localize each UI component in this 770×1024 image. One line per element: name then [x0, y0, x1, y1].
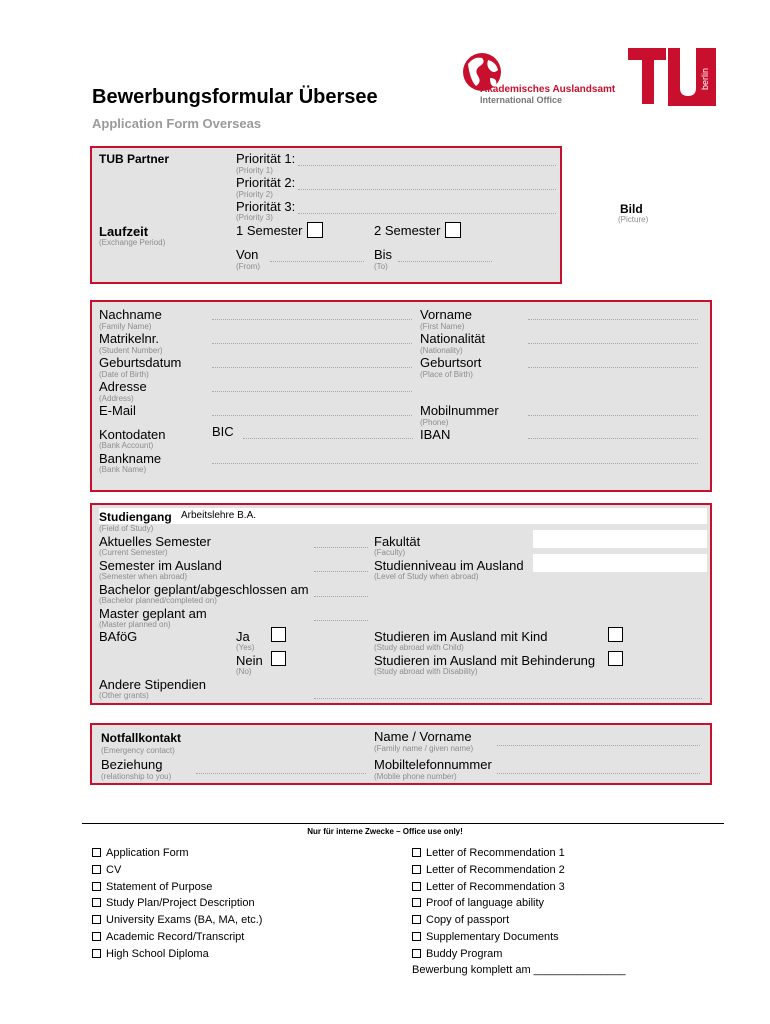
office-item[interactable] — [92, 881, 212, 893]
bis-label: Bis — [374, 247, 393, 262]
priority1-input[interactable] — [298, 165, 556, 166]
mobil-input[interactable] — [528, 415, 698, 416]
bis-sub: (To) — [374, 262, 388, 271]
iban-label: IBAN — [420, 427, 451, 442]
office-item-label: Study Plan/Project Description — [106, 897, 255, 909]
beziehung-label: Beziehung — [101, 757, 163, 772]
tu-logo-text: berlin — [700, 67, 710, 90]
sem-ausland-input[interactable] — [314, 571, 368, 572]
priority3-sub: (Priority 3) — [236, 213, 273, 222]
bafoeg-nein-checkbox[interactable] — [271, 651, 286, 666]
laufzeit-sub: (Exchange Period) — [99, 238, 166, 247]
picture-label: Bild — [620, 202, 643, 216]
two-semester-checkbox[interactable] — [445, 222, 461, 238]
vorname-label: Vorname — [420, 307, 473, 322]
nachname-sub: (Family Name) — [99, 322, 152, 331]
nein-sub: (No) — [236, 667, 252, 676]
partner-section — [90, 146, 562, 284]
kontodaten-label: Kontodaten — [99, 427, 166, 442]
bafoeg-ja-checkbox[interactable] — [271, 627, 286, 642]
nationalitaet-sub: (Nationality) — [420, 346, 463, 355]
office-item-label: Copy of passport — [426, 914, 510, 926]
checkbox-icon — [412, 949, 421, 958]
office-item-label: Letter of Recommendation 3 — [426, 881, 565, 893]
office-item-label: Buddy Program — [426, 948, 503, 960]
studiengang-value: Arbeitslehre B.A. — [181, 510, 257, 521]
adresse-label: Adresse — [99, 379, 147, 394]
bachelor-sub: (Bachelor planned/completed on) — [99, 596, 217, 605]
priority3-label: Priorität 3: — [236, 199, 296, 214]
stipendien-label: Andere Stipendien — [99, 677, 206, 692]
nachname-input[interactable] — [212, 319, 412, 320]
priority2-sub: (Priority 2) — [236, 190, 273, 199]
office-item[interactable] — [92, 931, 244, 943]
stipendien-input[interactable] — [314, 698, 702, 699]
behinderung-label: Studieren im Ausland mit Behinderung — [374, 653, 596, 668]
iban-input[interactable] — [528, 438, 698, 439]
office-item-label: Academic Record/Transcript — [106, 931, 245, 943]
bis-input[interactable] — [398, 261, 492, 262]
office-logo-line1: Akademisches Auslandsamt — [480, 84, 616, 95]
office-heading: Nur für interne Zwecke – Office use only! — [307, 827, 463, 836]
kind-checkbox[interactable] — [608, 627, 623, 642]
checkbox-icon — [92, 932, 101, 941]
matrikel-label: Matrikelnr. — [99, 331, 159, 346]
bewerbung-komplett: Bewerbung komplett am _______________ — [412, 964, 626, 976]
nachname-label: Nachname — [99, 307, 162, 322]
bic-input[interactable] — [243, 438, 413, 439]
bankname-sub: (Bank Name) — [99, 465, 147, 474]
sem-ausland-label: Semester im Ausland — [99, 558, 222, 573]
office-item[interactable] — [412, 948, 502, 960]
office-item[interactable] — [412, 914, 509, 926]
emergency-mobil-label: Mobiltelefonnummer — [374, 757, 492, 772]
checkbox-icon — [412, 865, 421, 874]
sem-ausland-sub: (Semester when abroad) — [99, 572, 188, 581]
checkbox-icon — [412, 898, 421, 907]
von-label: Von — [236, 247, 259, 262]
office-item[interactable] — [412, 897, 544, 909]
geburtsort-input[interactable] — [528, 367, 698, 368]
niveau-label: Studienniveau im Ausland — [374, 558, 524, 573]
adresse-sub: (Address) — [99, 394, 134, 403]
tub-partner-label: TUB Partner — [99, 152, 170, 166]
niveau-sub: (Level of Study when abroad) — [374, 572, 479, 581]
emergency-name-sub: (Family name / given name) — [374, 744, 474, 753]
one-semester-label: 1 Semester — [236, 223, 303, 238]
nationalitaet-input[interactable] — [528, 343, 698, 344]
bankname-label: Bankname — [99, 451, 162, 466]
page-title: Bewerbungsformular Übersee — [92, 86, 378, 108]
beziehung-sub: (relationship to you) — [101, 772, 172, 781]
kind-label: Studieren im Ausland mit Kind — [374, 629, 548, 644]
studiengang-sub: (Field of Study) — [99, 524, 154, 533]
checkbox-icon — [92, 882, 101, 891]
office-logo-line2: International Office — [480, 95, 563, 105]
vorname-sub: (First Name) — [420, 322, 465, 331]
notfall-label: Notfallkontakt — [101, 731, 182, 745]
office-item-label: Application Form — [106, 847, 189, 859]
matrikel-sub: (Student Number) — [99, 346, 163, 355]
office-item-label: Statement of Purpose — [106, 881, 213, 893]
checkbox-icon — [412, 882, 421, 891]
page-subtitle: Application Form Overseas — [92, 116, 262, 131]
priority1-sub: (Priority 1) — [236, 166, 273, 175]
nationalitaet-label: Nationalität — [420, 331, 486, 346]
priority2-label: Priorität 2: — [236, 175, 296, 190]
office-item[interactable] — [412, 847, 565, 859]
office-item[interactable] — [92, 948, 209, 960]
mobil-label: Mobilnummer — [420, 403, 499, 418]
checkbox-icon — [92, 915, 101, 924]
kontodaten-sub: (Bank Account) — [99, 441, 154, 450]
priority2-input[interactable] — [298, 189, 556, 190]
office-item-label: Supplementary Documents — [426, 931, 559, 943]
office-item[interactable] — [412, 931, 559, 943]
ja-label: Ja — [236, 629, 250, 644]
checkbox-icon — [412, 915, 421, 924]
emergency-mobil-input[interactable] — [497, 773, 700, 774]
office-item-label: Proof of language ability — [426, 897, 545, 909]
niveau-input[interactable] — [533, 554, 707, 572]
email-label: E-Mail — [99, 403, 136, 418]
checkbox-icon — [92, 898, 101, 907]
fakultaet-sub: (Faculty) — [374, 548, 406, 557]
geburtsort-label: Geburtsort — [420, 355, 482, 370]
checkbox-icon — [92, 949, 101, 958]
master-input[interactable] — [314, 620, 368, 621]
bafoeg-label: BAföG — [99, 629, 138, 644]
geburtsdatum-input[interactable] — [212, 367, 412, 368]
emergency-name-input[interactable] — [497, 745, 700, 746]
fakultaet-label: Fakultät — [374, 534, 421, 549]
office-item[interactable] — [92, 897, 255, 909]
geburtsdatum-label: Geburtsdatum — [99, 355, 182, 370]
bachelor-input[interactable] — [314, 596, 368, 597]
priority3-input[interactable] — [298, 213, 556, 214]
office-divider — [82, 823, 724, 824]
fakultaet-input[interactable] — [533, 530, 707, 548]
tu-berlin-logo-icon — [626, 44, 718, 110]
bachelor-label: Bachelor geplant/abgeschlossen am — [99, 582, 309, 597]
office-item[interactable] — [92, 847, 189, 859]
laufzeit-label: Laufzeit — [99, 224, 149, 239]
office-item[interactable] — [412, 881, 565, 893]
picture-sub: (Picture) — [618, 215, 649, 224]
matrikel-input[interactable] — [212, 343, 412, 344]
office-item-label: High School Diploma — [106, 948, 209, 960]
studiengang-label: Studiengang — [99, 510, 172, 524]
stipendien-sub: (Other grants) — [99, 691, 149, 700]
checkbox-icon — [412, 932, 421, 941]
checkbox-icon — [412, 848, 421, 857]
geburtsdatum-sub: (Date of Birth) — [99, 370, 149, 379]
nein-label: Nein — [236, 653, 263, 668]
emergency-name-label: Name / Vorname — [374, 729, 472, 744]
two-semester-label: 2 Semester — [374, 223, 441, 238]
office-item[interactable] — [412, 864, 565, 876]
bic-label: BIC — [212, 424, 234, 439]
office-item-label: University Exams (BA, MA, etc.) — [106, 914, 263, 926]
office-item[interactable] — [92, 914, 262, 926]
bankname-input[interactable] — [212, 463, 698, 464]
von-sub: (From) — [236, 262, 260, 271]
email-input[interactable] — [212, 415, 412, 416]
emergency-mobil-sub: (Mobile phone number) — [374, 772, 457, 781]
behinderung-checkbox[interactable] — [608, 651, 623, 666]
one-semester-checkbox[interactable] — [307, 222, 323, 238]
adresse-input[interactable] — [212, 391, 412, 392]
von-input[interactable] — [270, 261, 364, 262]
checkbox-icon — [92, 848, 101, 857]
master-sub: (Master planned on) — [99, 620, 171, 629]
geburtsort-sub: (Place of Birth) — [420, 370, 473, 379]
akt-semester-sub: (Current Semester) — [99, 548, 168, 557]
checkbox-icon — [92, 865, 101, 874]
mobil-sub: (Phone) — [420, 418, 449, 427]
office-item-label: CV — [106, 864, 122, 876]
beziehung-input[interactable] — [196, 773, 366, 774]
office-item-label: Letter of Recommendation 2 — [426, 864, 565, 876]
behinderung-sub: (Study abroad with Disability) — [374, 667, 478, 676]
akt-semester-label: Aktuelles Semester — [99, 534, 211, 549]
office-item-label: Letter of Recommendation 1 — [426, 847, 565, 859]
kind-sub: (Study abroad with Child) — [374, 643, 464, 652]
office-item[interactable] — [92, 864, 121, 876]
vorname-input[interactable] — [528, 319, 698, 320]
notfall-sub: (Emergency contact) — [101, 746, 175, 755]
ja-sub: (Yes) — [236, 643, 255, 652]
akt-semester-input[interactable] — [314, 547, 368, 548]
master-label: Master geplant am — [99, 606, 207, 621]
priority1-label: Priorität 1: — [236, 151, 296, 166]
